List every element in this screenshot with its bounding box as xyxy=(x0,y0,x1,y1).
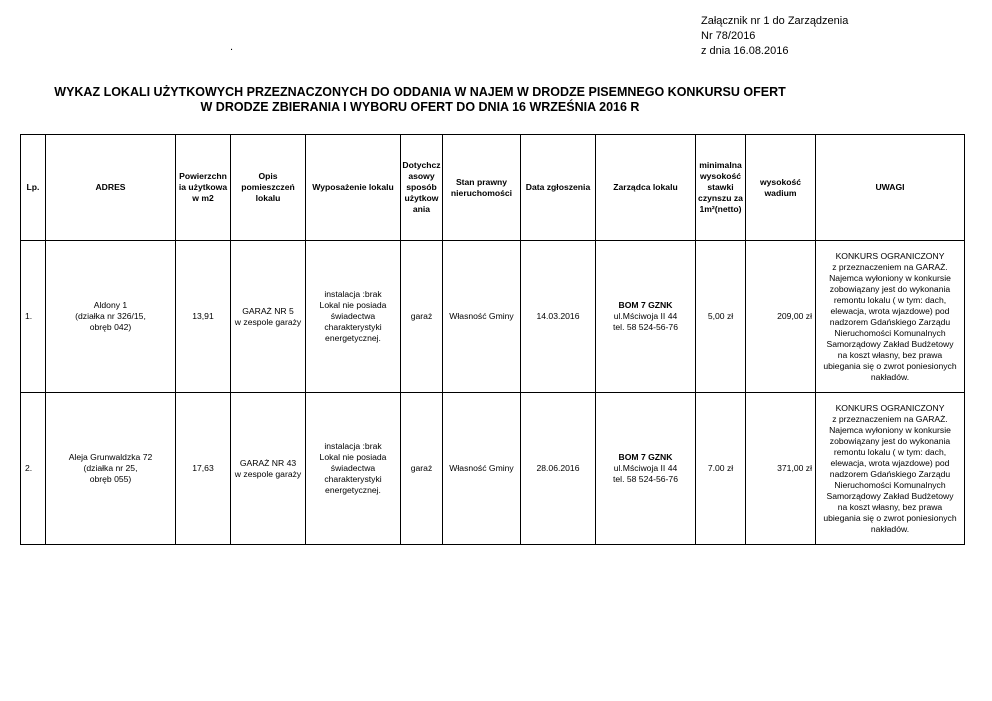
stray-dot: . xyxy=(230,41,234,53)
cell-date: 14.03.2016 xyxy=(521,241,596,393)
manager-name: BOM 7 GZNK xyxy=(618,300,673,310)
header-lp: Lp. xyxy=(21,135,46,241)
cell-equipment: instalacja :brak Lokal nie posiada świadectwa charakterystyki energetycznej. xyxy=(306,393,401,545)
manager-address: ul.Mściwoja II 44 tel. 58 524-56-76 xyxy=(613,311,678,332)
cell-area: 17,63 xyxy=(176,393,231,545)
header-deposit: wysokość wadium xyxy=(746,135,816,241)
cell-usage: garaż xyxy=(401,393,443,545)
annex-reference xyxy=(701,14,848,59)
annex-line-2: Nr 78/2016 xyxy=(701,30,756,42)
cell-manager xyxy=(596,393,696,545)
header-min-rent: minimalna wysokość stawki czynszu za 1m²(netto) xyxy=(696,135,746,241)
cell-manager xyxy=(596,241,696,393)
annex-line-1: Załącznik nr 1 do Zarządzenia xyxy=(701,15,849,27)
cell-min-rent: 7.00 zł xyxy=(696,393,746,545)
header-remarks: UWAGI xyxy=(816,135,965,241)
cell-legal-status: Własność Gminy xyxy=(443,241,521,393)
manager-name: BOM 7 GZNK xyxy=(618,452,673,462)
cell-deposit: 209,00 zł xyxy=(746,241,816,393)
header-manager: Zarządca lokalu xyxy=(596,135,696,241)
header-area: Powierzchn ia użytkowa w m2 xyxy=(176,135,231,241)
cell-legal-status: Własność Gminy xyxy=(443,393,521,545)
annex-line-3: z dnia 16.08.2016 xyxy=(701,45,789,57)
table-row xyxy=(21,241,965,393)
header-address: ADRES xyxy=(46,135,176,241)
cell-lp: 2. xyxy=(21,393,46,545)
header-legal-status: Stan prawny nieruchomości xyxy=(443,135,521,241)
cell-min-rent: 5,00 zł xyxy=(696,241,746,393)
title-line-2: W DRODZE ZBIERANIA I WYBORU OFERT DO DNIA 16 WRZEŚNIA 2016 R xyxy=(200,100,640,114)
header-usage: Dotychcz asowy sposób użytkow ania xyxy=(401,135,443,241)
title-line-1: WYKAZ LOKALI UŻYTKOWYCH PRZEZNACZONYCH DO ODDANIA W NAJEM W DRODZE PISEMNEGO KONKURSU OFERT xyxy=(54,85,786,99)
cell-remarks: KONKURS OGRANICZONY z przeznaczeniem na GARAŻ. Najemca wyłoniony w konkursie zobowiązany jest do wykonania remontu lokalu ( w tym: dach, elewacja, wrota wjazdowe) pod nadzorem Gdańskiego Zarządu Nieruchomości Komunalnych Samorządowy Zakład Budżetowy na koszt własny, bez prawa ubiegania się o zwrot poniesionych nakładów. xyxy=(816,241,965,393)
manager-address: ul.Mściwoja II 44 tel. 58 524-56-76 xyxy=(613,463,678,484)
cell-address: Aldony 1 (działka nr 326/15, obręb 042) xyxy=(46,241,176,393)
cell-deposit: 371,00 zł xyxy=(746,393,816,545)
cell-address: Aleja Grunwaldzka 72 (działka nr 25, obręb 055) xyxy=(46,393,176,545)
cell-area: 13,91 xyxy=(176,241,231,393)
cell-remarks: KONKURS OGRANICZONY z przeznaczeniem na GARAŻ. Najemca wyłoniony w konkursie zobowiązany jest do wykonania remontu lokalu ( w tym: dach, elewacja, wrota wjazdowe) pod nadzorem Gdańskiego Zarządu Nieruchomości Komunalnych Samorządowy Zakład Budżetowy na koszt własny, bez prawa ubiegania się o zwrot poniesionych nakładów. xyxy=(816,393,965,545)
cell-description: GARAŻ NR 5 w zespole garaży xyxy=(231,241,306,393)
premises-table xyxy=(20,134,965,545)
header-date: Data zgłoszenia xyxy=(521,135,596,241)
header-description: Opis pomieszczeń lokalu xyxy=(231,135,306,241)
cell-lp: 1. xyxy=(21,241,46,393)
table-header-row xyxy=(21,135,965,241)
cell-description: GARAŻ NR 43 w zespole garaży xyxy=(231,393,306,545)
cell-equipment: instalacja :brak Lokal nie posiada świadectwa charakterystyki energetycznej. xyxy=(306,241,401,393)
cell-date: 28.06.2016 xyxy=(521,393,596,545)
header-equipment: Wyposażenie lokalu xyxy=(306,135,401,241)
cell-usage: garaż xyxy=(401,241,443,393)
table-row xyxy=(21,393,965,545)
document-title xyxy=(20,85,820,115)
